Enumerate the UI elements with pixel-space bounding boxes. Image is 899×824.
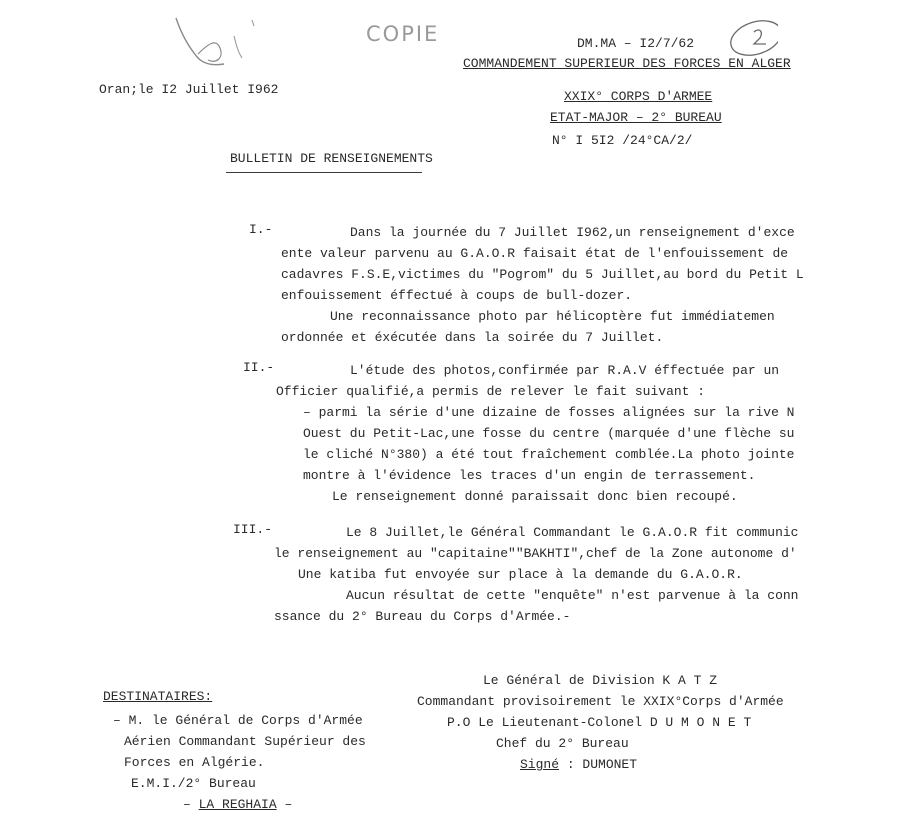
signature-line: P.O Le Lieutenant-Colonel D U M O N E T	[447, 715, 752, 730]
title-underline	[226, 172, 422, 173]
circled-number-mark	[728, 16, 778, 60]
handwritten-initials	[168, 14, 268, 74]
corps-title: XXIX° CORPS D'ARMEE	[564, 89, 713, 104]
body-line: le cliché N°380) a été tout fraîchement comblée.La photo jointe	[303, 447, 795, 462]
location-prefix: –	[183, 797, 191, 812]
place-date: Oran;le I2 Juillet I962	[99, 82, 279, 97]
body-line: ente valeur parvenu au G.A.O.R faisait état de l'enfouissement de	[281, 246, 789, 261]
body-line: Dans la journée du 7 Juillet I962,un renseignement d'exce	[350, 225, 795, 240]
location-suffix: –	[284, 797, 293, 812]
reference-code: DM.MA – I2/7/62	[577, 36, 695, 51]
recipient-line: – M. le Général de Corps d'Armée	[113, 713, 363, 728]
signed-name: : DUMONET	[566, 757, 638, 772]
signed-line	[520, 754, 784, 775]
recipient-location: LA REGHAIA	[198, 797, 277, 812]
signature-line: Commandant provisoirement le XXIX°Corps d'Armée	[417, 694, 784, 709]
body-line: le renseignement au "capitaine""BAKHTI",chef de la Zone autonome d'	[274, 546, 797, 561]
document-title: BULLETIN DE RENSEIGNEMENTS	[230, 151, 433, 166]
section-1-body	[0, 222, 804, 348]
recipient-location-line	[183, 794, 366, 815]
body-line: – parmi la série d'une dizaine de fosses alignées sur la rive N	[303, 405, 795, 420]
body-line: montre à l'évidence les traces d'un engin de terrassement.	[303, 468, 756, 483]
recipient-line: Aérien Commandant Supérieur des	[124, 734, 366, 749]
signature-line: Chef du 2° Bureau	[496, 736, 629, 751]
staff-title: ETAT-MAJOR – 2° BUREAU	[550, 110, 722, 125]
section-numeral: III.-	[233, 522, 273, 537]
body-line: Le renseignement donné paraissait donc bien recoupé.	[332, 489, 738, 504]
recipients-list	[0, 710, 366, 815]
body-line: cadavres F.S.E,victimes du "Pogrom" du 5 Juillet,au bord du Petit L	[281, 267, 804, 282]
signature-line: Le Général de Division K A T Z	[483, 673, 718, 688]
section-3-body	[0, 522, 798, 627]
command-title: COMMANDEMENT SUPERIEUR DES FORCES EN ALGER	[463, 56, 791, 71]
signed-label: Signé	[520, 757, 560, 772]
body-line: Officier qualifié,a permis de relever le fait suivant :	[276, 384, 706, 399]
section-numeral: I.-	[249, 222, 273, 237]
body-line: Aucun résultat de cette "enquête" n'est parvenue à la conn	[346, 588, 799, 603]
copie-stamp: COPIE	[366, 22, 440, 46]
body-line: ssance du 2° Bureau du Corps d'Armée.-	[274, 609, 571, 624]
recipients-heading: DESTINATAIRES:	[103, 689, 213, 704]
body-line: ordonnée et éxécutée dans la soirée du 7 Juillet.	[281, 330, 664, 345]
body-line: Une katiba fut envoyée sur place à la demande du G.A.O.R.	[298, 567, 743, 582]
document-number: N° I 5I2 /24°CA/2/	[552, 133, 693, 148]
recipient-line: Forces en Algérie.	[124, 755, 265, 770]
recipient-line: E.M.I./2° Bureau	[131, 776, 256, 791]
section-2-body	[0, 360, 794, 507]
body-line: Le 8 Juillet,le Général Commandant le G.A.O.R fit communic	[346, 525, 799, 540]
section-numeral: II.-	[243, 360, 275, 375]
body-line: Une reconnaissance photo par hélicoptère fut immédiatemen	[330, 309, 775, 324]
body-line: enfouissement éffectué à coups de bull-dozer.	[281, 288, 633, 303]
body-line: L'étude des photos,confirmée par R.A.V éffectuée par un	[350, 363, 780, 378]
body-line: Ouest du Petit-Lac,une fosse du centre (marquée d'une flèche su	[303, 426, 795, 441]
